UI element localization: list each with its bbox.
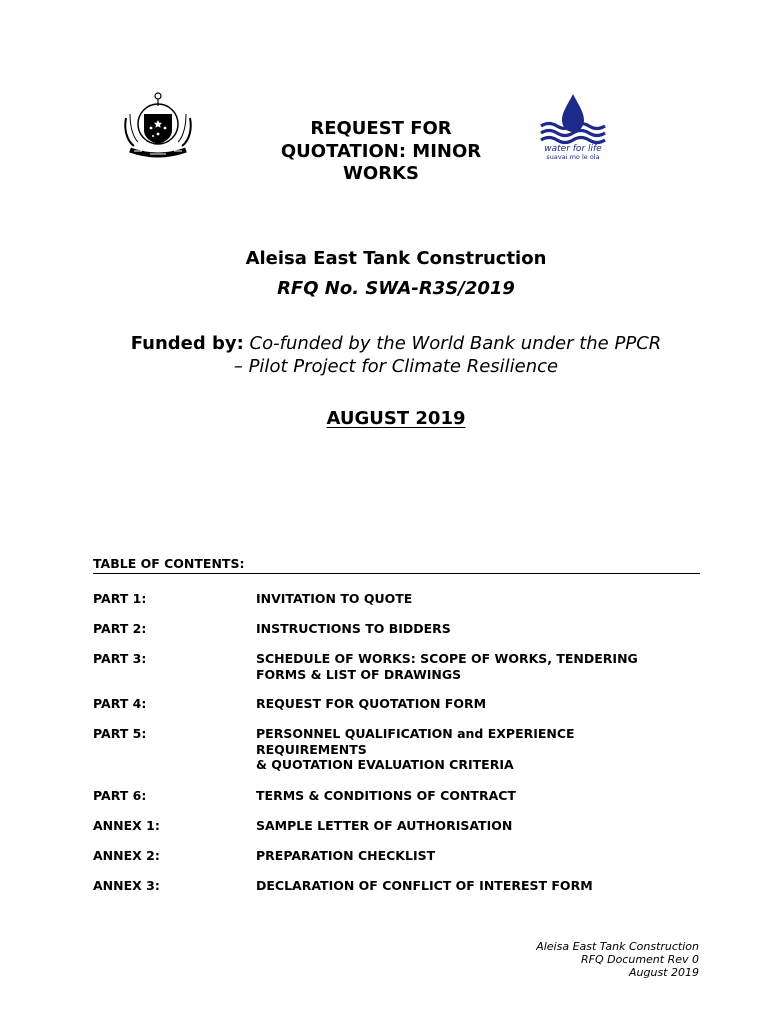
title-line-2: QUOTATION: MINOR [280,140,482,162]
toc-part-title [256,788,700,804]
funded-by-label: Funded by: [130,333,244,354]
toc-title-line: REQUIREMENTS [256,741,367,757]
toc-part-title [256,818,700,834]
funding-statement [0,332,770,378]
toc-part-label: PART 6: [93,788,147,803]
toc-part-label: PART 2: [93,621,147,636]
toc-part-title [256,651,700,682]
footer-line-1: Aleisa East Tank Construction [536,940,699,953]
toc-part-label: PART 5: [93,726,147,741]
toc-part-label: ANNEX 3: [93,878,160,893]
toc-divider [93,573,700,574]
toc-part-label: PART 3: [93,651,147,666]
toc-title-line: INSTRUCTIONS TO BIDDERS [256,621,451,636]
toc-title-line: SCHEDULE OF WORKS: SCOPE OF WORKS, TENDERING [256,651,638,666]
water-authority-logo-icon [538,90,608,162]
toc-title-line: PERSONNEL QUALIFICATION and EXPERIENCE [256,726,575,741]
toc-part-title [256,726,700,773]
toc-title-line: FORMS & LIST OF DRAWINGS [256,666,462,682]
toc-title-line: PREPARATION CHECKLIST [256,848,436,863]
footer-line-3: August 2019 [629,966,699,979]
funding-text-line-1: Co-funded by the World Bank under the PPCR [243,333,662,354]
toc-heading: TABLE OF CONTENTS: [93,556,245,571]
toc-part-title [256,848,700,864]
toc-part-title [256,878,700,894]
toc-title-line: & QUOTATION EVALUATION CRITERIA [256,757,514,772]
title-line-3: WORKS [343,163,419,184]
toc-part-label: ANNEX 1: [93,818,160,833]
toc-title-line: REQUEST FOR QUOTATION FORM [256,696,487,711]
toc-title-line: DECLARATION OF CONFLICT OF INTEREST FORM [256,878,593,893]
logo-subtagline: suavai mo le ola [546,153,600,161]
footer-line-2: RFQ Document Rev 0 [580,953,699,966]
toc-part-label: PART 1: [93,591,147,606]
document-title [252,118,510,186]
toc-part-title [256,591,700,607]
toc-title-line: TERMS & CONDITIONS OF CONTRACT [256,788,516,803]
project-name: Aleisa East Tank Construction [245,248,547,269]
toc-part-label: ANNEX 2: [93,848,160,863]
toc-title-line: SAMPLE LETTER OF AUTHORISATION [256,818,513,833]
toc-part-title [256,696,700,712]
title-line-1: REQUEST FOR [310,118,452,139]
logo-tagline: water for life [544,144,602,154]
toc-part-title [256,621,700,637]
toc-part-label: PART 4: [93,696,147,711]
toc-title-line: INVITATION TO QUOTE [256,591,413,606]
coat-of-arms-icon [120,88,196,160]
page-footer [536,940,699,979]
funding-text-line-2: – Pilot Project for Climate Resilience [233,356,559,377]
rfq-number: RFQ No. SWA-R3S/2019 [277,278,515,299]
document-date: AUGUST 2019 [326,408,466,429]
